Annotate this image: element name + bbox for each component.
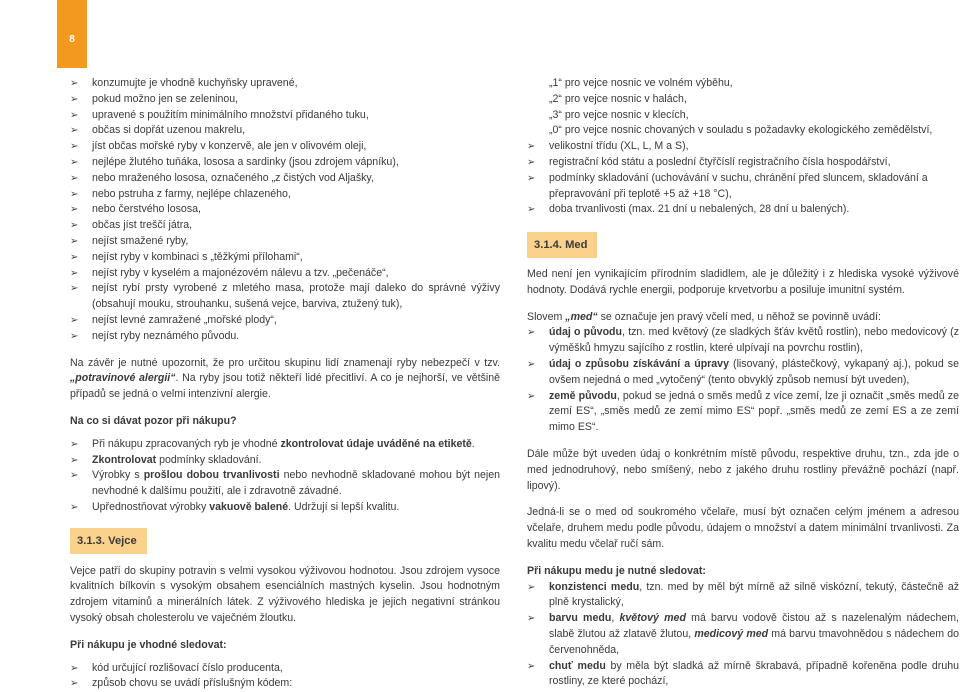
bullet-arrow-icon: ➢ — [70, 500, 78, 516]
list-item: ➢ občas jíst treščí játra, — [70, 218, 500, 234]
honey-definition: Slovem „med“ se označuje jen pravý včelí med, u něhož se povinně uvádí: — [527, 310, 959, 326]
list-item: ➢ způsob chovu se uvádí příslušným kódem: — [70, 676, 500, 692]
list-item: ➢ země původu, pokud se jedná o směs medů z více zemí, lze ji označit „směs medů ze zemí ES“, „směs medů ze zemí mimo ES“ popř. „směs medů ze zemí ES a ze zemí mimo ES“. — [527, 389, 959, 436]
list-item: ➢ nebo mraženého lososa, označeného „z čistých vod Aljašky, — [70, 171, 500, 187]
bullet-arrow-icon: ➢ — [527, 659, 535, 675]
bullet-arrow-icon: ➢ — [70, 171, 78, 187]
egg-label-list — [527, 139, 959, 218]
bullet-arrow-icon: ➢ — [527, 389, 535, 405]
list-item: „1“ pro vejce nosnic ve volném výběhu, — [549, 76, 959, 92]
list-item: ➢ Při nákupu zpracovaných ryb je vhodné zkontrolovat údaje uváděné na etiketě. — [70, 437, 500, 453]
bullet-arrow-icon: ➢ — [70, 313, 78, 329]
attention-heading: Na co si dávat pozor při nákupu? — [70, 414, 500, 430]
page-number: 8 — [57, 32, 87, 48]
bullet-arrow-icon: ➢ — [70, 250, 78, 266]
bullet-arrow-icon: ➢ — [70, 453, 78, 469]
bullet-arrow-icon: ➢ — [527, 139, 535, 155]
list-item: ➢ nebo pstruha z farmy, nejlépe chlazeného, — [70, 187, 500, 203]
honey-origin-paragraph: Dále může být uveden údaj o konkrétním místě původu, respektive druhu, tzn., zda jde o med jednodruhový, nebo smíšený, nebo z jakého druhu rostliny převážně pochází (např. lipový). — [527, 447, 959, 494]
list-item: ➢ chuť medu by měla být sladká až mírně škrabavá, případně kořeněna podle druhu rostliny, ze které pochází, — [527, 659, 959, 691]
allergy-paragraph: Na závěr je nutné upozornit, že pro určitou skupinu lidí znamenají ryby nebezpečí v tzv. „potravinové alergii“. Na ryby jsou totiž někteří lidé přecitliví. A co je nejhorší, ve většině případů se jedná o velmi intenzivní alergie. — [70, 356, 500, 403]
section-heading-honey: 3.1.4. Med — [527, 232, 597, 258]
list-item: ➢ údaj o původu, tzn. med květový (ze sladkých šťáv květů rostlin), nebo medovicový (z výměšků hmyzu sajícího z rostlin, které ulpívají na povrchu rostlin), — [527, 325, 959, 357]
list-item: ➢ velikostní třídu (XL, L, M a S), — [527, 139, 959, 155]
honey-buy-list — [527, 580, 959, 691]
page-tab — [57, 0, 87, 68]
list-item: ➢ nejíst ryby v kyselém a majonézovém nálevu a tzv. „pečenáče“, — [70, 266, 500, 282]
list-item: ➢ doba trvanlivosti (max. 21 dní u nebalených, 28 dní u balených). — [527, 202, 959, 218]
list-item: „2“ pro vejce nosnic v halách, — [549, 92, 959, 108]
list-item: ➢ nejíst rybí prsty vyrobené z mletého masa, protože mají daleko do správné výživy (obsahují mouku, strouhanku, sušená vejce, barviva, ztužený tuk), — [70, 281, 500, 313]
bullet-arrow-icon: ➢ — [527, 611, 535, 627]
bullet-arrow-icon: ➢ — [70, 187, 78, 203]
list-item: ➢ nejíst levné zamražené „mořské plody“, — [70, 313, 500, 329]
honey-label-list — [527, 325, 959, 436]
honey-buy-heading: Při nákupu medu je nutné sledovat: — [527, 564, 959, 580]
bullet-arrow-icon: ➢ — [527, 357, 535, 373]
eggs-buy-list — [70, 661, 500, 692]
list-item: ➢ nejlépe žlutého tuňáka, lososa a sardinky (jsou zdrojem vápníku), — [70, 155, 500, 171]
list-item: ➢ nejíst ryby neznámého původu. — [70, 329, 500, 345]
list-item: ➢ nejíst smažené ryby, — [70, 234, 500, 250]
bullet-arrow-icon: ➢ — [70, 468, 78, 484]
bullet-arrow-icon: ➢ — [70, 676, 78, 692]
section-heading-eggs: 3.1.3. Vejce — [70, 528, 147, 554]
fish-list — [70, 76, 500, 345]
left-column — [70, 76, 500, 692]
list-item: „3“ pro vejce nosnic v klecích, — [549, 108, 959, 124]
list-item: ➢ barvu medu, květový med má barvu vodově čistou až s nazelenalým nádechem, slabě žlutou až zlatavě žlutou, medicový med má barvu tmavohnědou s nádechem do červenohněda, — [527, 611, 959, 658]
bullet-arrow-icon: ➢ — [70, 123, 78, 139]
bullet-arrow-icon: ➢ — [70, 108, 78, 124]
egg-code-list — [549, 76, 959, 139]
bullet-arrow-icon: ➢ — [70, 329, 78, 345]
bullet-arrow-icon: ➢ — [70, 92, 78, 108]
right-column — [527, 76, 959, 690]
honey-intro: Med není jen vynikajícím přírodním sladidlem, ale je důležitý i z hlediska vysoké výživové hodnoty. Dodává rychle energii, podporuje krvetvorbu a posiluje imunitní systém. — [527, 267, 959, 299]
list-item: ➢ konzistenci medu, tzn. med by měl být mírně až silně viskózní, tekutý, částečně až plně krystalický, — [527, 580, 959, 612]
list-item: ➢ podmínky skladování (uchovávání v suchu, chránění před sluncem, skladování a přepravování při teplotě +5 až +18 °C), — [527, 171, 959, 203]
beekeeper-paragraph: Jedná-li se o med od soukromého včelaře, musí být označen celým jménem a adresou včelaře, druhem medu podle původu, údajem o množství a datem minimální trvanlivosti. Za kvalitu medu včelař ručí sám. — [527, 505, 959, 552]
bullet-arrow-icon: ➢ — [527, 325, 535, 341]
list-item: ➢ upravené s použitím minimálního množství přidaného tuku, — [70, 108, 500, 124]
bullet-arrow-icon: ➢ — [70, 437, 78, 453]
list-item: ➢ údaj o způsobu získávání a úpravy (lisovaný, plástečkový, vykapaný aj.), pokud se ovšem nejedná o med „vytočený“ (tento obvyklý způsob nemusí být uveden), — [527, 357, 959, 389]
bullet-arrow-icon: ➢ — [70, 266, 78, 282]
list-item: ➢ občas si dopřát uzenou makrelu, — [70, 123, 500, 139]
bullet-arrow-icon: ➢ — [70, 281, 78, 297]
list-item: ➢ kód určující rozlišovací číslo producenta, — [70, 661, 500, 677]
bullet-arrow-icon: ➢ — [70, 202, 78, 218]
attention-list — [70, 437, 500, 516]
bullet-arrow-icon: ➢ — [527, 171, 535, 187]
eggs-buy-heading: Při nákupu je vhodné sledovat: — [70, 638, 500, 654]
list-item: ➢ konzumujte je vhodně kuchyňsky upravené, — [70, 76, 500, 92]
bullet-arrow-icon: ➢ — [70, 234, 78, 250]
list-item: ➢ Upřednostňovat výrobky vakuově balené. Udržují si lepší kvalitu. — [70, 500, 500, 516]
eggs-paragraph: Vejce patří do skupiny potravin s velmi vysokou výživovou hodnotou. Jsou zdrojem vysoce kvalitních bílkovin s vysokým obsahem esenciálních mastných kyselin. Jsou hodnotným zdrojem vitaminů a minerálních látek. Z výživového hlediska je jejich negativní stránkou vysoký obsah cholesterolu ve vaječném žloutku. — [70, 564, 500, 627]
list-item: ➢ Zkontrolovat podmínky skladování. — [70, 453, 500, 469]
list-item: „0“ pro vejce nosnic chovaných v souladu s požadavky ekologického zemědělství, — [549, 123, 959, 139]
bullet-arrow-icon: ➢ — [70, 218, 78, 234]
bullet-arrow-icon: ➢ — [70, 76, 78, 92]
list-item: ➢ jíst občas mořské ryby v konzervě, ale jen v olivovém oleji, — [70, 139, 500, 155]
bullet-arrow-icon: ➢ — [527, 155, 535, 171]
bullet-arrow-icon: ➢ — [70, 139, 78, 155]
list-item: ➢ nebo čerstvého lososa, — [70, 202, 500, 218]
bullet-arrow-icon: ➢ — [70, 155, 78, 171]
list-item: ➢ nejíst ryby v kombinaci s „těžkými přílohami“, — [70, 250, 500, 266]
bullet-arrow-icon: ➢ — [527, 202, 535, 218]
list-item: ➢ registrační kód státu a poslední čtyřčíslí registračního čísla hospodářství, — [527, 155, 959, 171]
bullet-arrow-icon: ➢ — [70, 661, 78, 677]
list-item: ➢ pokud možno jen se zeleninou, — [70, 92, 500, 108]
bullet-arrow-icon: ➢ — [527, 580, 535, 596]
list-item: ➢ Výrobky s prošlou dobou trvanlivosti nebo nevhodně skladované mohou být nejen nevhodné k dalšímu použití, ale i zdravotně závadné. — [70, 468, 500, 500]
